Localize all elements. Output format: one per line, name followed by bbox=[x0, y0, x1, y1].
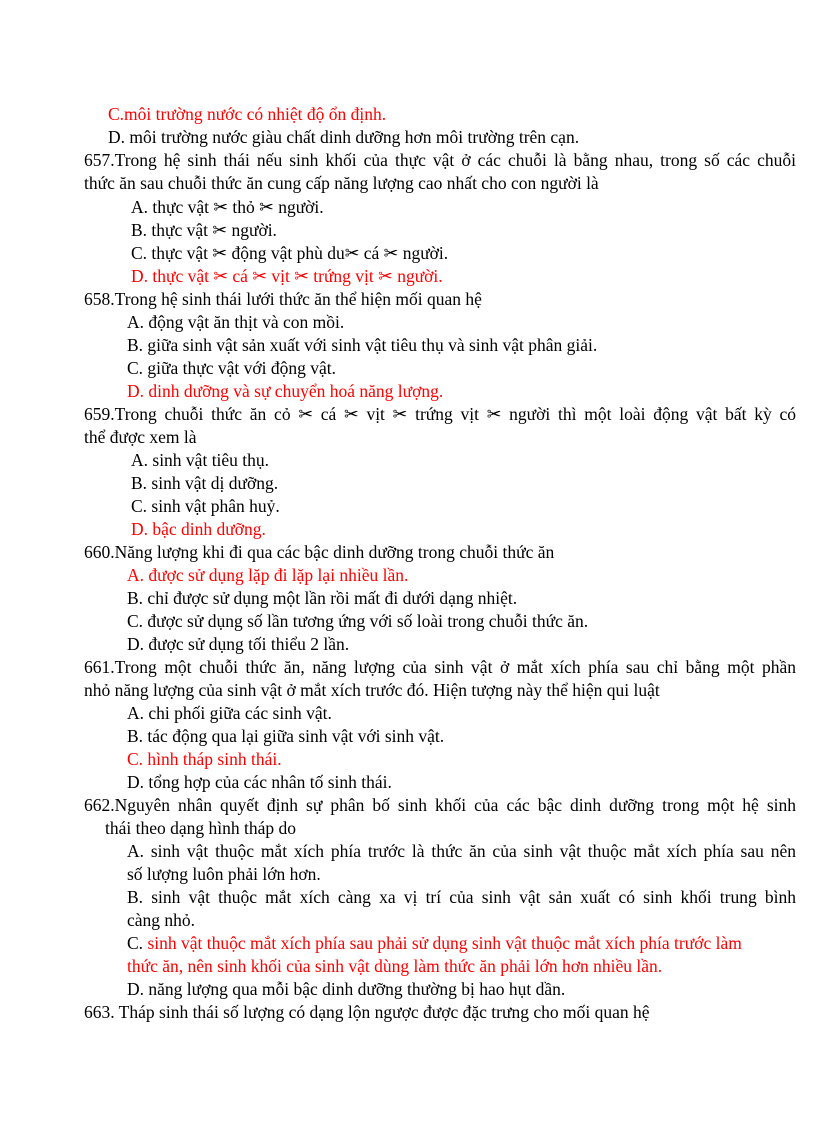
answer-line: B. tác động qua lại giữa sinh vật với sinh vật. bbox=[127, 726, 445, 746]
answer-line: A. được sử dụng lặp đi lặp lại nhiều lần. bbox=[127, 565, 409, 585]
answer-line: C. thực vật ✂ động vật phù du✂ cá ✂ người. bbox=[131, 243, 449, 263]
answer-line: B. giữa sinh vật sản xuất với sinh vật tiêu thụ và sinh vật phân giải. bbox=[127, 335, 598, 355]
answer-line: C. sinh vật phân huỷ. bbox=[131, 496, 280, 516]
question-text: thức ăn sau chuỗi thức ăn cung cấp năng lượng cao nhất cho con người là bbox=[84, 173, 599, 193]
answer-line: A. thực vật ✂ thỏ ✂ người. bbox=[131, 197, 324, 217]
answer-line: số lượng luôn phải lớn hơn. bbox=[127, 864, 321, 884]
answer-line: B. sinh vật dị dưỡng. bbox=[131, 473, 279, 493]
question-text: thái theo dạng hình tháp do bbox=[105, 818, 297, 838]
answer-line: B. thực vật ✂ người. bbox=[131, 220, 277, 240]
answer-line: A. sinh vật tiêu thụ. bbox=[131, 450, 270, 470]
question-663: 663. Tháp sinh thái số lượng có dạng lộn ngược được đặc trưng cho mối quan hệ bbox=[84, 1002, 650, 1022]
question-text: nhỏ năng lượng của sinh vật ở mắt xích trước đó. Hiện tượng này thể hiện qui luật bbox=[84, 680, 660, 700]
answer-line: A. chi phối giữa các sinh vật. bbox=[127, 703, 332, 723]
question-662: 662.Nguyên nhân quyết định sự phân bố sinh khối của các bậc dinh dưỡng trong một hệ sinh bbox=[84, 795, 796, 815]
answer-label: C. bbox=[127, 933, 148, 953]
answer-line: C. được sử dụng số lần tương ứng với số loài trong chuỗi thức ăn. bbox=[127, 611, 589, 631]
answer-line: A. động vật ăn thịt và con mồi. bbox=[127, 312, 345, 332]
answer-correct-text: sinh vật thuộc mắt xích phía sau phải sử dụng sinh vật thuộc mắt xích phía trước làm bbox=[147, 933, 742, 953]
answer-line: D. dinh dưỡng và sự chuyển hoá năng lượng. bbox=[127, 381, 444, 401]
answer-line: B. sinh vật thuộc mắt xích càng xa vị trí của sinh vật sản xuất có sinh khối trung bình bbox=[127, 887, 796, 907]
answer-line: C. giữa thực vật với động vật. bbox=[127, 358, 337, 378]
question-661: 661.Trong một chuỗi thức ăn, năng lượng của sinh vật ở mắt xích phía sau chỉ bằng một phần bbox=[84, 657, 796, 677]
answer-line: C.môi trường nước có nhiệt độ ổn định. bbox=[108, 104, 387, 124]
answer-line: càng nhỏ. bbox=[127, 910, 196, 930]
answer-line: D. môi trường nước giàu chất dinh dưỡng hơn môi trường trên cạn. bbox=[108, 127, 580, 147]
answer-line: D. được sử dụng tối thiểu 2 lần. bbox=[127, 634, 350, 654]
answer-line: D. tổng hợp của các nhân tố sinh thái. bbox=[127, 772, 392, 792]
answer-line: D. thực vật ✂ cá ✂ vịt ✂ trứng vịt ✂ người. bbox=[131, 266, 443, 286]
answer-line: D. bậc dinh dưỡng. bbox=[131, 519, 266, 539]
answer-line bbox=[127, 932, 796, 955]
answer-line: thức ăn, nên sinh khối của sinh vật dùng làm thức ăn phải lớn hơn nhiều lần. bbox=[127, 956, 663, 976]
answer-line: A. sinh vật thuộc mắt xích phía trước là thức ăn của sinh vật thuộc mắt xích phía sau nên bbox=[127, 841, 796, 861]
answer-line: C. hình tháp sinh thái. bbox=[127, 749, 282, 769]
question-660: 660.Năng lượng khi đi qua các bậc dinh dưỡng trong chuỗi thức ăn bbox=[84, 542, 555, 562]
answer-line: B. chỉ được sử dụng một lần rồi mất đi dưới dạng nhiệt. bbox=[127, 588, 518, 608]
question-657: 657.Trong hệ sinh thái nếu sinh khối của thực vật ở các chuỗi là bằng nhau, trong số các chuỗi bbox=[84, 150, 796, 170]
answer-line: D. năng lượng qua mỗi bậc dinh dưỡng thường bị hao hụt dần. bbox=[127, 979, 566, 999]
question-658: 658.Trong hệ sinh thái lưới thức ăn thể hiện mối quan hệ bbox=[84, 289, 482, 309]
question-659: 659.Trong chuỗi thức ăn cỏ ✂ cá ✂ vịt ✂ trứng vịt ✂ người thì một loài động vật bất kỳ có bbox=[84, 404, 796, 424]
question-text: thể được xem là bbox=[84, 427, 197, 447]
